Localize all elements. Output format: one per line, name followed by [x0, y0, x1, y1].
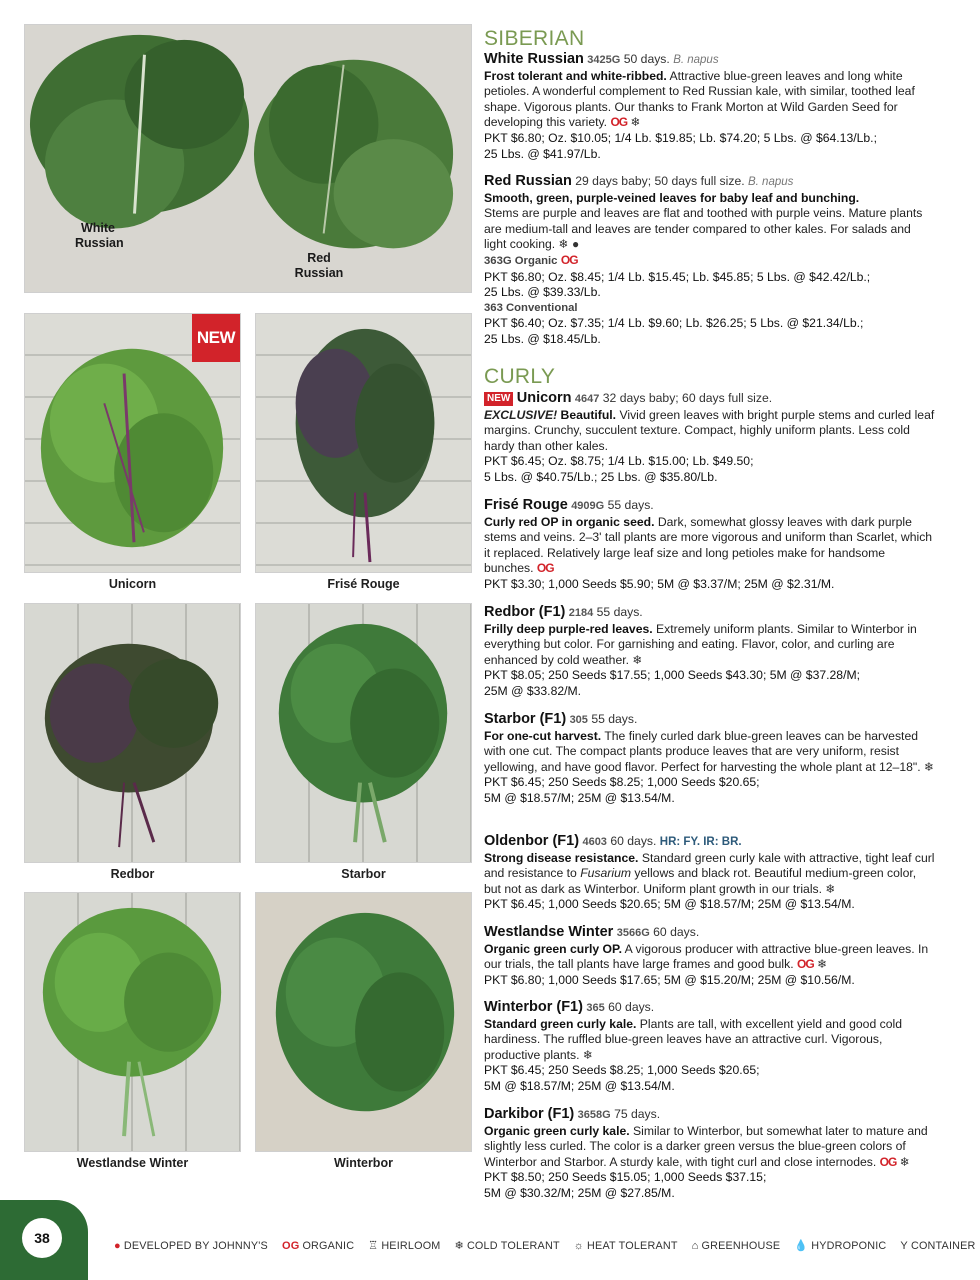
page-number: 38 — [22, 1218, 62, 1258]
cold-tolerant-icon: ❄ — [825, 881, 836, 896]
frise-leaves-illustration — [256, 314, 471, 572]
days-to-maturity: 60 days. — [653, 925, 700, 939]
description: The finely curled dark blue-green leaves can be harvested with one cut. The compact plants produce leaves that are very uniform, resist yellowing, and have good flavor. Perfect for harvesting the whole plant at 12–18". — [484, 728, 921, 774]
johnnys-icon: ● — [114, 1239, 121, 1252]
price-line: PKT $8.05; 250 Seeds $17.55; 1,000 Seeds $43.30; 5M @ $37.28/M; — [484, 668, 861, 683]
product-code: 4909G — [571, 500, 605, 512]
cold-tolerant-icon: ❄ — [558, 237, 569, 252]
photo-redbor — [24, 603, 241, 863]
description: Plants are tall, with excellent yield and good cold hardiness. The ruffled blue-green leaves have an attractive curl. Vigorous, productive plants. — [484, 1016, 902, 1062]
product-code: 4603 — [582, 836, 607, 848]
entry-redbor — [484, 605, 936, 700]
section-heading-curly: CURLY — [484, 365, 556, 388]
description: A vigorous producer with attractive blue-green leaves. In our trials, the tall plants have large frames and good bulk. — [484, 941, 929, 972]
kale-leaves-illustration — [25, 25, 471, 292]
organic-icon: OG — [797, 957, 814, 972]
variety-name: Redbor (F1) — [484, 604, 566, 620]
heirloom-icon: ♖ — [368, 1240, 379, 1252]
organic-label: 363G Organic — [484, 254, 558, 267]
entry-oldenbor — [484, 834, 936, 913]
organic-icon: OG — [560, 252, 578, 267]
container-icon: Y — [900, 1239, 908, 1252]
variety-name: Oldenbor (F1) — [484, 833, 580, 849]
conventional-label: 363 Conventional — [484, 301, 578, 314]
caption-winterbor: Winterbor — [334, 1156, 393, 1170]
days-to-maturity: 29 days baby; 50 days full size. — [575, 174, 745, 188]
cold-tolerant-icon: ❄ — [582, 1047, 593, 1062]
lead-text: Organic green curly OP. — [484, 941, 622, 956]
hydroponic-icon: 💧 — [794, 1240, 809, 1252]
lead-text: Frost tolerant and white-ribbed. — [484, 68, 667, 83]
product-code: 3658G — [577, 1109, 611, 1121]
photo-winterbor — [255, 892, 472, 1152]
latin-name: B. napus — [748, 176, 794, 188]
legend-item-hydroponic: 💧 HYDROPONIC — [794, 1239, 887, 1252]
cold-tolerant-icon: ❄ — [630, 115, 641, 130]
price-line: PKT $3.30; 1,000 Seeds $5.90; 5M @ $3.37/M; 25M @ $2.31/M. — [484, 576, 835, 591]
description: Extremely uniform plants. Similar to Winterbor in everything but color. For garnishing and eating. Flavor, color, and curling are enhanced by cold weather. — [484, 621, 917, 667]
latin-name: B. napus — [673, 54, 719, 66]
description: Dark, somewhat glossy leaves with dark purple stems and veins. 2–3' tall plants are more vigorous and uniform than Scarlet, which it replaced. Relatively large leaf size and long petioles make for handsome bunches. — [484, 514, 933, 576]
days-to-maturity: 60 days. — [610, 834, 657, 848]
lead-text: Standard green curly kale. — [484, 1016, 637, 1031]
photo-westlandse-winter — [24, 892, 241, 1152]
days-to-maturity: 32 days baby; 60 days full size. — [602, 391, 773, 405]
description: Vivid green leaves with bright purple stems and curled leaf margins. Crunchy, succulent texture. Compact, highly uniform plants. Less cold hardy than other kales. — [484, 407, 935, 453]
price-line: 25 Lbs. @ $18.45/Lb. — [484, 331, 601, 346]
legend-item-container: Y CONTAINER — [900, 1239, 976, 1252]
entry-darkibor — [484, 1107, 936, 1202]
price-line: 25 Lbs. @ $39.33/Lb. — [484, 285, 601, 300]
lead-text: Curly red OP in organic seed. — [484, 514, 655, 529]
variety-name: Darkibor (F1) — [484, 1106, 575, 1122]
description: Stems are purple and leaves are flat and toothed with purple veins. Mature plants are medium-tall and leaves are tender compared to other kales. For salads and light cooking. — [484, 206, 923, 252]
price-line: 5M @ $18.57/M; 25M @ $13.54/M. — [484, 790, 675, 805]
price-line: 5M @ $30.32/M; 25M @ $27.85/M. — [484, 1185, 675, 1200]
price-line: PKT $6.45; 250 Seeds $8.25; 1,000 Seeds $20.65; — [484, 775, 760, 790]
product-code: 305 — [569, 714, 588, 726]
lead-text: For one-cut harvest. — [484, 728, 602, 743]
caption-redbor: Redbor — [110, 867, 155, 881]
price-line: PKT $6.45; 1,000 Seeds $20.65; 5M @ $18.57/M; 25M @ $13.54/M. — [484, 897, 855, 912]
entry-unicorn — [484, 391, 936, 486]
organic-icon: OG — [281, 1239, 300, 1252]
caption-unicorn: Unicorn — [108, 577, 157, 591]
lead-text: Strong disease resistance. — [484, 850, 639, 865]
entry-winterbor — [484, 1000, 936, 1095]
product-code: 2184 — [568, 607, 594, 619]
product-code: 3425G — [587, 54, 621, 66]
winterbor-leaves-illustration — [256, 893, 471, 1151]
symbol-legend — [114, 1239, 976, 1252]
price-line: PKT $6.45; 250 Seeds $8.25; 1,000 Seeds $20.65; — [484, 1063, 760, 1078]
caption-westlandse-winter: Westlandse Winter — [76, 1156, 189, 1170]
product-code: 365 — [586, 1002, 605, 1014]
price-line: PKT $6.80; 1,000 Seeds $17.65; 5M @ $15.20/M; 25M @ $10.56/M. — [484, 972, 855, 987]
greenhouse-icon: ⌂ — [691, 1239, 699, 1252]
entry-white-russian — [484, 52, 936, 162]
description: yellows and black rot. Beautiful medium-green color, but not as dark as Winterbor. Uniform plant growth in our trials. — [484, 866, 917, 896]
organic-icon: OG — [610, 115, 628, 130]
entry-westlandse-winter — [484, 925, 936, 988]
days-to-maturity: 55 days. — [607, 498, 654, 512]
photo-label-red-russian: Red Russian — [294, 251, 344, 280]
legend-item-heat-tolerant: ☼ HEAT TOLERANT — [573, 1239, 678, 1252]
entry-red-russian — [484, 174, 936, 348]
lead-text: Organic green curly kale. — [484, 1123, 630, 1138]
photo-white-red-russian — [24, 24, 472, 293]
cold-tolerant-icon: ❄ — [454, 1240, 464, 1252]
variety-name: Unicorn — [516, 390, 572, 406]
section-heading-siberian: SIBERIAN — [484, 27, 585, 50]
variety-name: Red Russian — [484, 173, 572, 189]
description: Attractive blue-green leaves and long white petioles. A wonderful complement to Red Russian kale, with similar, toothed leaf shape. Vigorous plants. Our thanks to Frank Morton at Wild Garden Seed for developing this variety. — [484, 68, 915, 130]
price-line: 5M @ $18.57/M; 25M @ $13.54/M. — [484, 1078, 675, 1093]
disease-resistance-codes: HR: FY. IR: BR. — [659, 836, 742, 848]
westlandse-leaves-illustration — [25, 893, 240, 1151]
cold-tolerant-icon: ❄ — [817, 957, 828, 972]
entry-starbor — [484, 712, 936, 807]
caption-starbor: Starbor — [341, 867, 386, 881]
price-line: PKT $8.50; 250 Seeds $15.05; 1,000 Seeds $37.15; — [484, 1170, 767, 1185]
photo-label-white-russian: White Russian — [75, 221, 124, 250]
legend-item-heirloom: ♖ HEIRLOOM — [368, 1239, 441, 1252]
variety-name: Frisé Rouge — [484, 497, 568, 513]
description-italic: Fusarium — [580, 866, 631, 881]
starbor-leaves-illustration — [256, 604, 471, 862]
cold-tolerant-icon: ❄ — [632, 652, 643, 667]
lead-text: Frilly deep purple-red leaves. — [484, 621, 653, 636]
exclusive-label: EXCLUSIVE! — [484, 407, 558, 422]
entry-frise-rouge — [484, 498, 936, 593]
days-to-maturity: 60 days. — [608, 1000, 655, 1014]
new-badge: NEW — [192, 314, 240, 362]
lead-text: Beautiful. — [557, 407, 617, 422]
price-line: 25 Lbs. @ $41.97/Lb. — [484, 146, 601, 161]
cold-tolerant-icon: ❄ — [899, 1154, 910, 1169]
days-to-maturity: 75 days. — [614, 1107, 661, 1121]
heat-tolerant-icon: ☼ — [573, 1239, 585, 1252]
organic-icon: OG — [879, 1154, 897, 1169]
lead-text: Smooth, green, purple-veined leaves for baby leaf and bunching. — [484, 190, 860, 205]
new-badge: NEW — [484, 392, 513, 406]
product-code: 3566G — [616, 927, 650, 939]
legend-item-organic: OG ORGANIC — [281, 1239, 355, 1252]
photo-frise-rouge — [255, 313, 472, 573]
variety-name: White Russian — [484, 51, 584, 67]
price-line: 5 Lbs. @ $40.75/Lb.; 25 Lbs. @ $35.80/Lb. — [484, 469, 718, 484]
days-to-maturity: 55 days. — [591, 712, 638, 726]
description: Similar to Winterbor, but somewhat later to mature and slightly less curled. The color is a darker green versus the blue-green colors of Winterbor and Starbor. A sturdy kale, with tight curl and close internodes. — [484, 1123, 928, 1169]
hydroponic-icon: ● — [571, 237, 580, 252]
photo-starbor — [255, 603, 472, 863]
organic-icon: OG — [536, 561, 554, 576]
product-code: 4647 — [574, 393, 600, 405]
price-line: PKT $6.80; Oz. $10.05; 1/4 Lb. $19.85; Lb. $74.20; 5 Lbs. @ $64.13/Lb.; — [484, 130, 877, 145]
legend-item-greenhouse: ⌂ GREENHOUSE — [691, 1239, 781, 1252]
redbor-leaves-illustration — [25, 604, 240, 862]
variety-name: Westlandse Winter — [484, 924, 614, 940]
cold-tolerant-icon: ❄ — [923, 759, 935, 774]
photo-unicorn — [24, 313, 241, 573]
price-line: PKT $6.80; Oz. $8.45; 1/4 Lb. $15.45; Lb. $45.85; 5 Lbs. @ $42.42/Lb.; — [484, 269, 871, 284]
days-to-maturity: 55 days. — [596, 605, 643, 619]
legend-item-johnnys: ● DEVELOPED BY JOHNNY'S — [114, 1239, 268, 1252]
variety-name: Starbor (F1) — [484, 711, 567, 727]
legend-item-cold-tolerant: ❄ COLD TOLERANT — [454, 1239, 560, 1252]
description: Standard green curly kale with attractive, tight leaf curl and resistance to — [484, 850, 935, 881]
price-line: 25M @ $33.82/M. — [484, 683, 582, 698]
caption-frise-rouge: Frisé Rouge — [327, 577, 400, 591]
days-to-maturity: 50 days. — [623, 52, 670, 66]
price-line: PKT $6.45; Oz. $8.75; 1/4 Lb. $15.00; Lb. $49.50; — [484, 454, 754, 469]
variety-name: Winterbor (F1) — [484, 999, 583, 1015]
price-line: PKT $6.40; Oz. $7.35; 1/4 Lb. $9.60; Lb. $26.25; 5 Lbs. @ $21.34/Lb.; — [484, 316, 864, 331]
